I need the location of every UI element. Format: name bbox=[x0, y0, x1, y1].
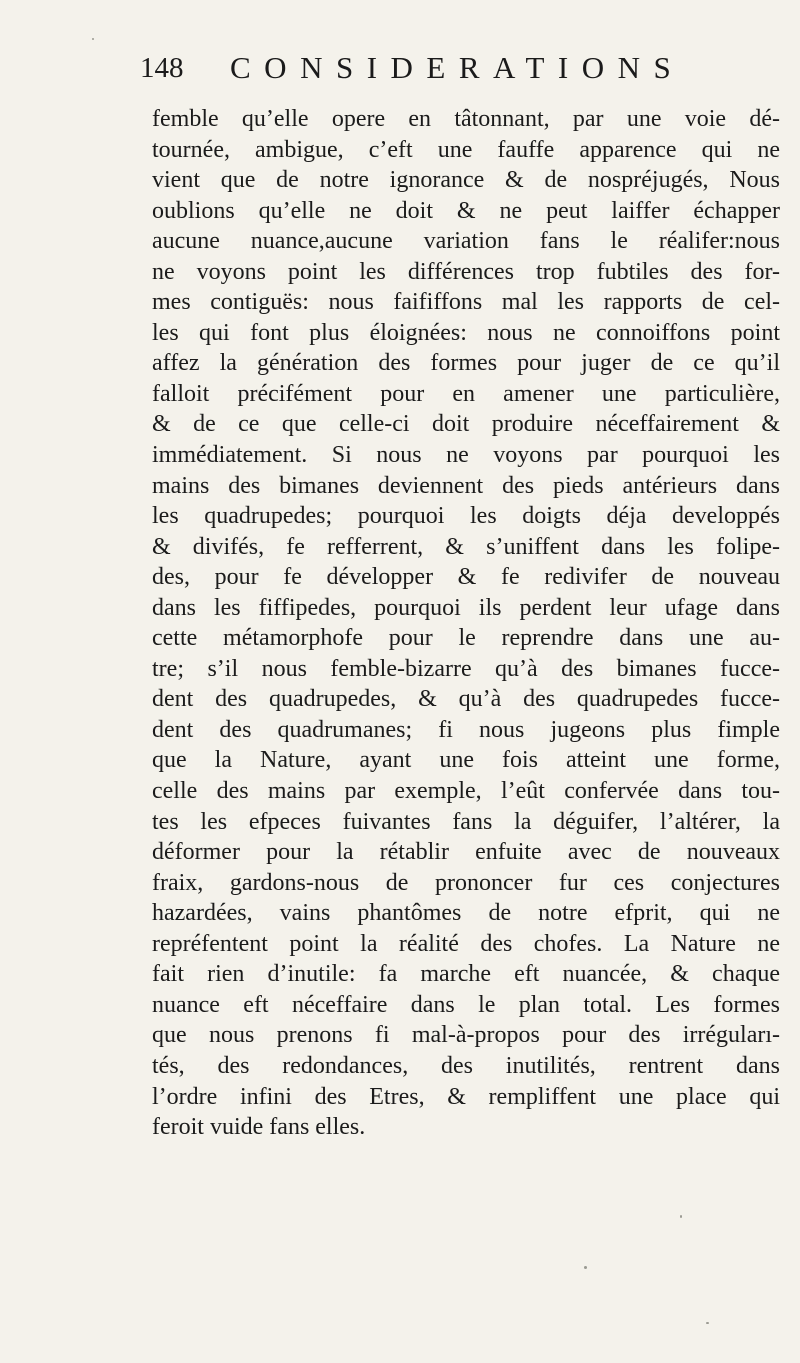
text-line: affez la génération des formes pour juger de ce qu’il bbox=[152, 350, 780, 377]
text-line: dent des quadrupedes, & qu’à des quadrupedes fucce- bbox=[152, 686, 780, 713]
text-line: cette métamorphofe pour le reprendre dans une au- bbox=[152, 625, 780, 652]
text-line-last: feroit vuide fans elles. bbox=[152, 1114, 366, 1141]
page-number: 148 bbox=[140, 52, 184, 84]
text-line: tés, des redondances, des inutilités, rentrent dans bbox=[152, 1052, 780, 1079]
text-line: mes contiguës: nous faififfons mal les rapports de cel- bbox=[152, 289, 780, 316]
text-line: hazardées, vains phantômes de notre efprit, qui ne bbox=[152, 900, 780, 927]
text-line: que nous prenons fi mal-à-propos pour des irréguları- bbox=[152, 1022, 780, 1049]
running-head: CONSIDERATIONS bbox=[230, 50, 685, 85]
text-line: repréfentent point la réalité des chofes. La Nature ne bbox=[152, 930, 780, 957]
text-line: les quadrupedes; pourquoi les doigts déja developpés bbox=[152, 503, 780, 530]
body-text bbox=[152, 104, 780, 1143]
text-line: celle des mains par exemple, l’eût confervée dans tou- bbox=[152, 778, 780, 805]
text-line: tre; s’il nous femble-bizarre qu’à des bimanes fucce- bbox=[152, 655, 780, 682]
text-line: vient que de notre ignorance & de nospréjugés, Nous bbox=[152, 167, 780, 194]
text-line: des, pour fe développer & fe redivifer de nouveau bbox=[152, 564, 780, 591]
text-line: dent des quadrumanes; fi nous jugeons plus fimple bbox=[152, 716, 780, 743]
text-line: l’ordre infini des Etres, & rempliffent une place qui bbox=[152, 1083, 780, 1110]
text-line: & de ce que celle-ci doit produire néceffairement & bbox=[152, 411, 780, 438]
text-line: tournée, ambigue, c’eft une fauffe apparence qui ne bbox=[152, 136, 780, 163]
text-line: aucune nuance,aucune variation fans le réalifer:nous bbox=[152, 228, 780, 255]
text-line: nuance eft néceffaire dans le plan total. Les formes bbox=[152, 991, 780, 1018]
text-line: mains des bimanes deviennent des pieds antérieurs dans bbox=[152, 472, 780, 499]
text-line: falloit précifément pour en amener une particulière, bbox=[152, 380, 780, 407]
text-line: ne voyons point les différences trop fubtiles des for- bbox=[152, 258, 780, 285]
text-line: oublions qu’elle ne doit & ne peut laiffer échapper bbox=[152, 197, 780, 224]
text-line: fraix, gardons-nous de prononcer fur ces conjectures bbox=[152, 869, 780, 896]
text-line: déformer pour la rétablir enfuite avec de nouveaux bbox=[152, 839, 780, 866]
text-line: dans les fiffipedes, pourquoi ils perdent leur ufage dans bbox=[152, 594, 780, 621]
page-header bbox=[140, 44, 780, 88]
text-line: que la Nature, ayant une fois atteint une forme, bbox=[152, 747, 780, 774]
text-line: immédiatement. Si nous ne voyons par pourquoi les bbox=[152, 442, 780, 469]
text-line: & divifés, fe refferrent, & s’uniffent dans les folipe- bbox=[152, 533, 780, 560]
text-line: les qui font plus éloignées: nous ne connoiffons point bbox=[152, 319, 780, 346]
text-line: femble qu’elle opere en tâtonnant, par une voie dé- bbox=[152, 106, 780, 132]
text-line: fait rien d’inutile: fa marche eft nuancée, & chaque bbox=[152, 961, 780, 988]
text-line: tes les efpeces fuivantes fans la déguifer, l’altérer, la bbox=[152, 808, 780, 835]
